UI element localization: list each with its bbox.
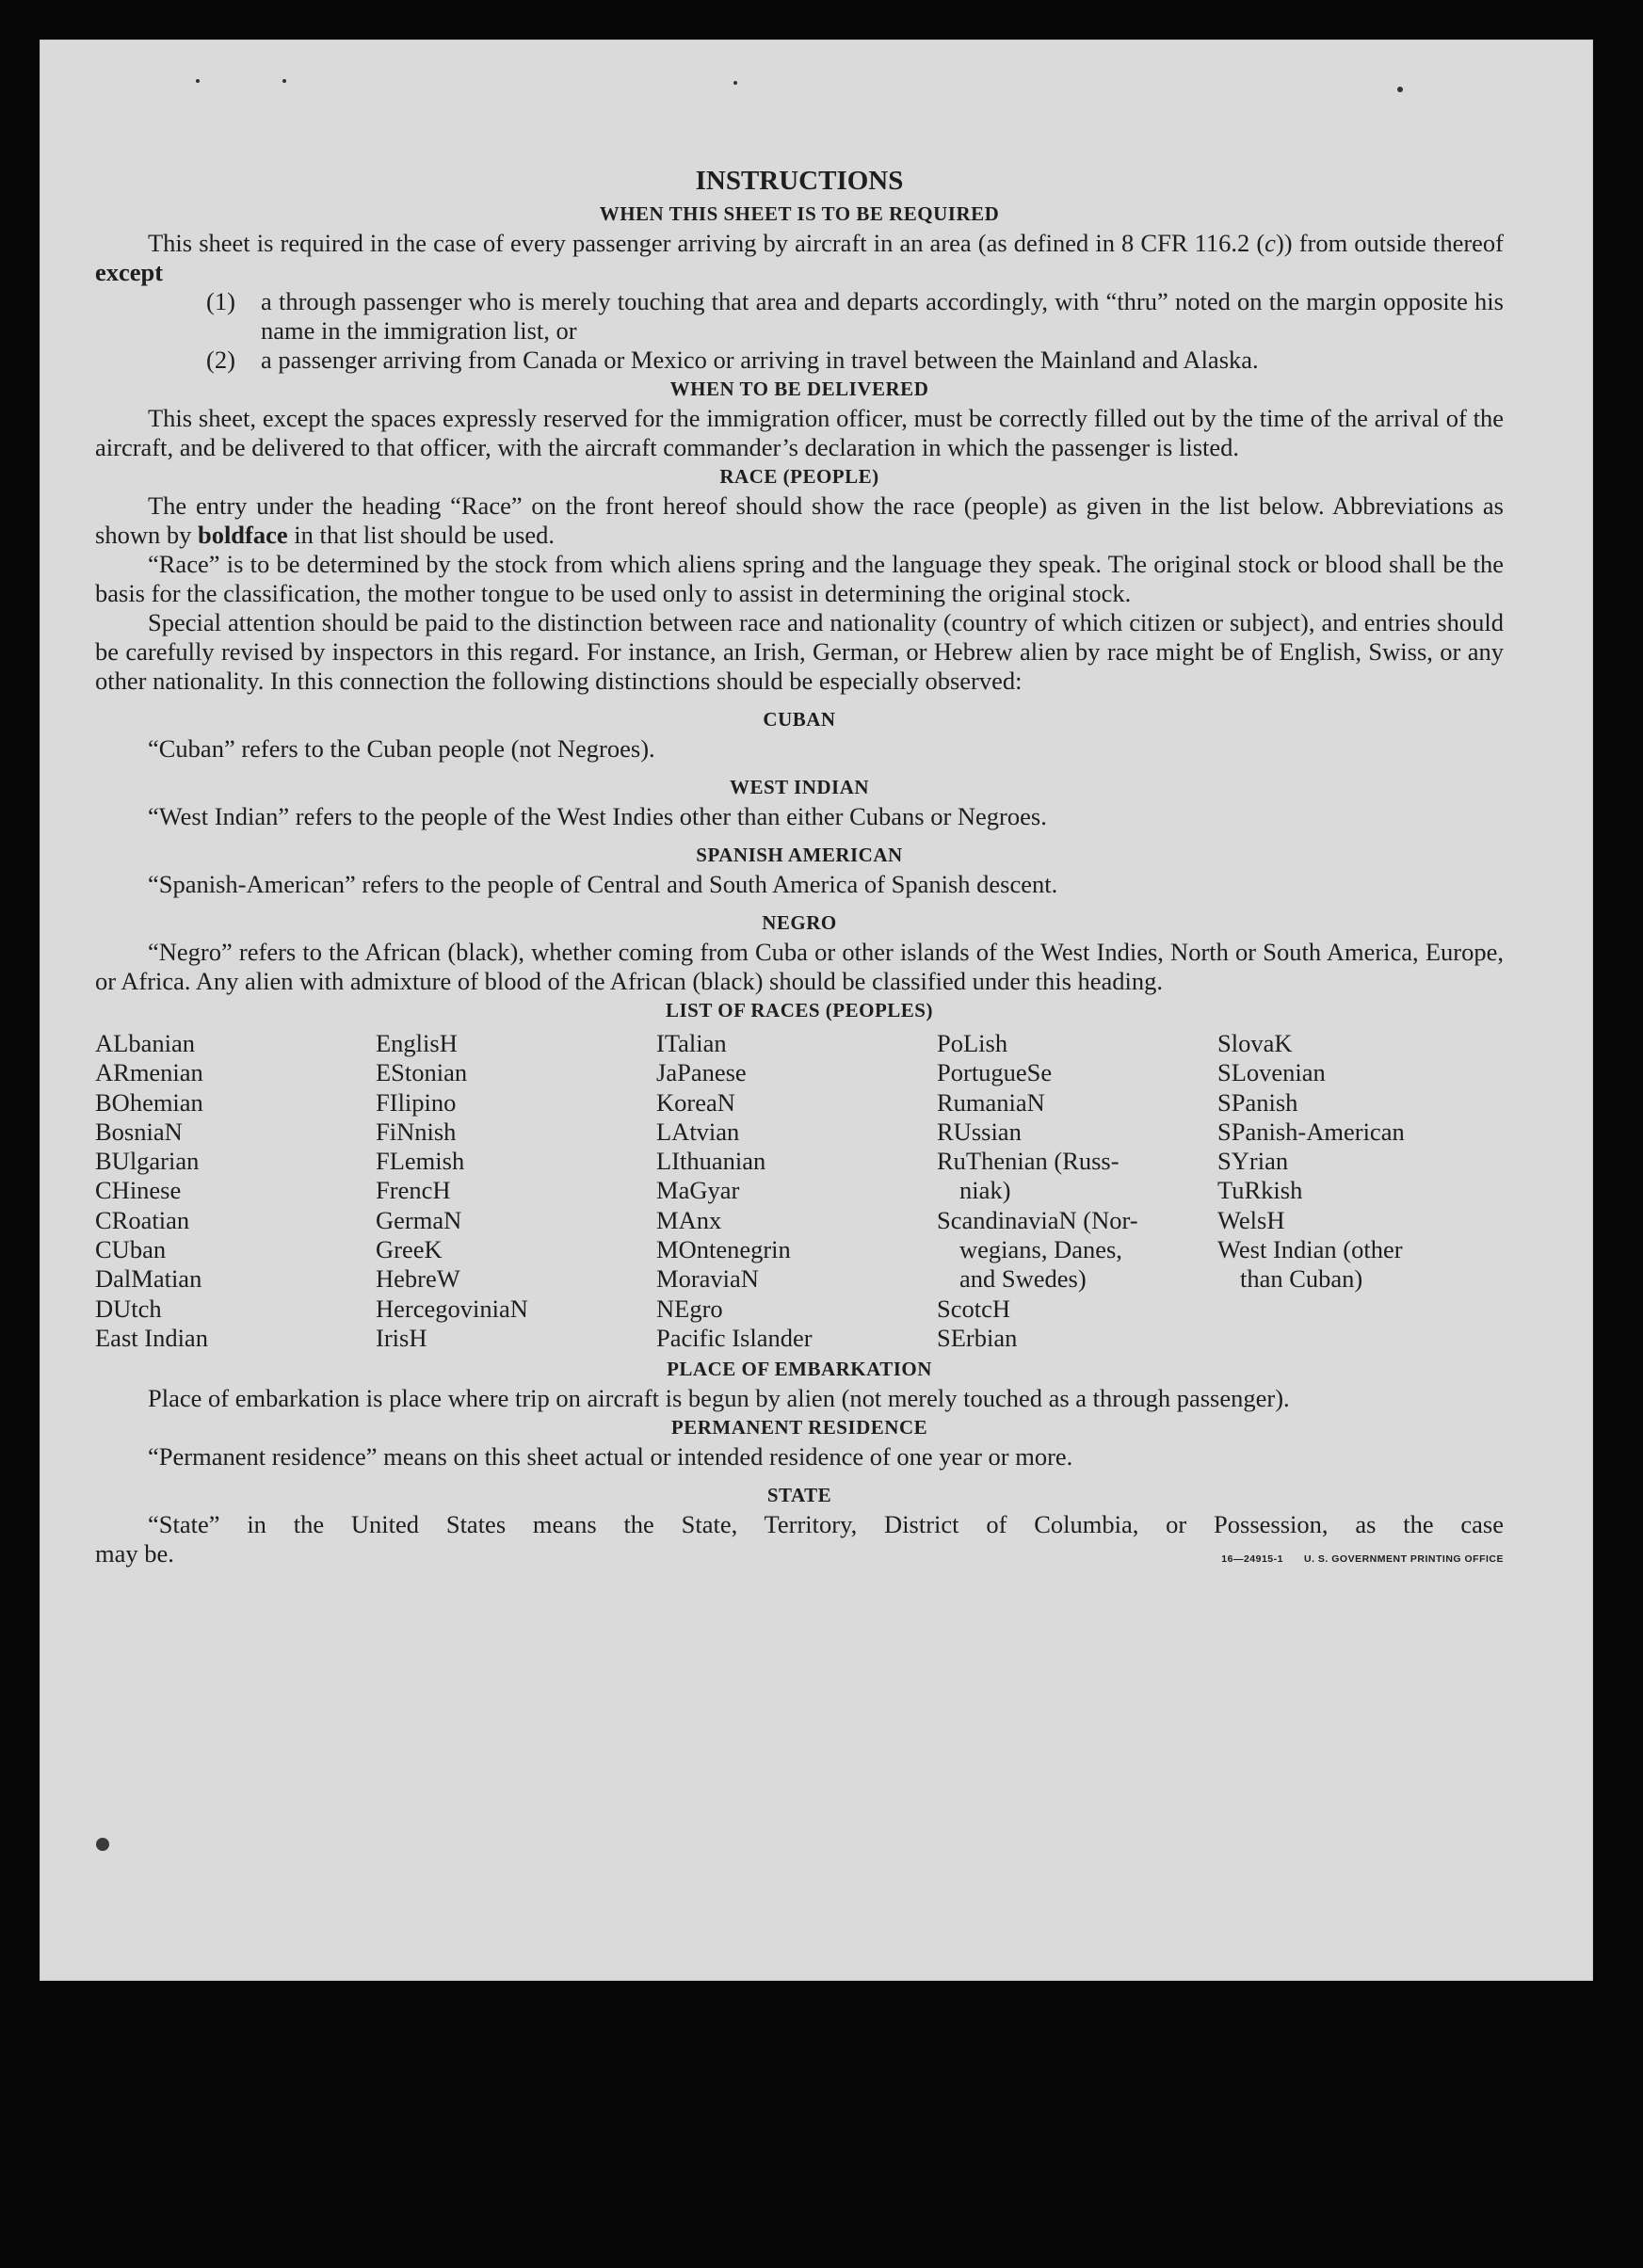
race-entry: wegians, Danes, — [959, 1235, 1122, 1264]
race-entry: ITalian — [656, 1029, 727, 1057]
race-entry: MAnx — [656, 1205, 722, 1234]
heading-embarkation: PLACE OF EMBARKATION — [667, 1358, 932, 1381]
race-entry: MOntenegrin — [656, 1235, 791, 1264]
when-required-text-part: )) from outside thereof — [1275, 229, 1504, 257]
when-required-text — [95, 229, 1504, 287]
race-entry: FLemish — [376, 1147, 465, 1176]
race-entry: TuRkish — [1217, 1176, 1303, 1205]
races-list — [95, 1029, 1504, 1353]
paper-speck — [733, 81, 737, 85]
race-entry: EStonian — [376, 1058, 468, 1087]
exception-number: (2) — [206, 346, 235, 374]
heading-list-of-races: LIST OF RACES (PEOPLES) — [666, 999, 933, 1021]
state-text-line-1: “State” in the United States means the State, Territory, District of Columbia, or Possession, as the case — [148, 1510, 1504, 1539]
race-entry: Pacific Islander — [656, 1323, 813, 1352]
race-entry: FIlipino — [376, 1087, 457, 1117]
race-entry: LAtvian — [656, 1117, 740, 1146]
races-column — [376, 1029, 656, 1353]
race-entry: NEgro — [656, 1294, 723, 1323]
heading-spanish-american: SPANISH AMERICAN — [696, 844, 903, 866]
race-entry: LIthuanian — [656, 1147, 766, 1176]
paper-speck — [196, 79, 200, 83]
race-entry: HebreW — [376, 1264, 460, 1294]
races-column — [937, 1029, 1217, 1353]
race-entry: SPanish-American — [1217, 1117, 1405, 1146]
race-entry: RumaniaN — [937, 1087, 1045, 1117]
paper-speck — [1397, 87, 1403, 92]
race-entry: BOhemian — [95, 1087, 203, 1117]
spanish-american-text: “Spanish-American” refers to the people of Central and South America of Spanish descent. — [148, 870, 1058, 898]
race-entry: BUlgarian — [95, 1147, 200, 1176]
races-column — [1217, 1029, 1498, 1353]
exception-item — [95, 346, 1504, 375]
permanent-residence-text: “Permanent residence” means on this sheet actual or intended residence of one year or more. — [148, 1442, 1073, 1472]
boldface-word: boldface — [197, 521, 288, 549]
race-paragraph-1 — [95, 491, 1504, 550]
cuban-text: “Cuban” refers to the Cuban people (not Negroes). — [148, 734, 655, 763]
race-entry: WelsH — [1217, 1205, 1285, 1234]
heading-cuban: CUBAN — [763, 708, 836, 731]
race-entry: RUssian — [937, 1117, 1022, 1146]
race-entry: niak) — [959, 1176, 1011, 1205]
heading-negro: NEGRO — [762, 911, 837, 934]
race-entry: CRoatian — [95, 1205, 190, 1234]
instructions-body — [95, 162, 1504, 1574]
race-entry: JaPanese — [656, 1058, 747, 1087]
race-entry: West Indian (other — [1217, 1235, 1403, 1264]
printing-office: U. S. GOVERNMENT PRINTING OFFICE — [1303, 1553, 1504, 1566]
form-number: 16—24915-1 — [1221, 1553, 1283, 1566]
heading-when-required: WHEN THIS SHEET IS TO BE REQUIRED — [599, 202, 1000, 225]
race-paragraph-3: Special attention should be paid to the distinction between race and nationality (country of which citizen or subject), and entries should be carefully revised by inspectors in this regard. For instance, an Irish, German, or Hebrew alien by race might be of English, Swiss, or any other nationality. In this connection the following distinctions should be especially observed: — [95, 608, 1504, 695]
heading-when-delivered: WHEN TO BE DELIVERED — [669, 378, 929, 400]
race-paragraph-2: “Race” is to be determined by the stock from which aliens spring and the language they speak. The original stock or blood shall be the basis for the classification, the mother tongue to be used only to assist in determining the original stock. — [95, 550, 1504, 607]
race-entry: SLovenian — [1217, 1058, 1326, 1087]
race-entry: SErbian — [937, 1323, 1018, 1352]
negro-text: “Negro” refers to the African (black), whether coming from Cuba or other islands of the West Indies, North or South America, Europe, or Africa. Any alien with admixture of blood of the African (black) should be classified under this heading. — [95, 938, 1504, 995]
exception-text: a through passenger who is merely touching that area and departs accordingly, with “thru” noted on the margin opposite his name in the immigration list, or — [261, 287, 1504, 345]
race-entry: FrencH — [376, 1176, 451, 1205]
instruction-sheet — [40, 40, 1593, 1981]
race-entry: CUban — [95, 1235, 167, 1264]
race-paragraph-1-part: The entry under the heading “Race” on the front hereof should show the race (people) as given in the list below. Abbreviations as shown by — [95, 491, 1504, 549]
race-entry: EnglisH — [376, 1029, 458, 1057]
race-entry: than Cuban) — [1240, 1264, 1363, 1294]
race-entry: BosniaN — [95, 1117, 183, 1146]
exception-item — [95, 287, 1504, 346]
embarkation-text: Place of embarkation is place where trip on aircraft is begun by alien (not merely touched as a through passenger). — [148, 1384, 1290, 1413]
race-entry: RuThenian (Russ- — [937, 1147, 1119, 1176]
races-column — [656, 1029, 937, 1353]
when-delivered-text: This sheet, except the spaces expressly reserved for the immigration officer, must be correctly filled out by the time of the arrival of the aircraft, and be delivered to that officer, with the aircraft commander’s declaration in which the passenger is listed. — [95, 404, 1504, 461]
page-title: INSTRUCTIONS — [695, 166, 904, 196]
race-entry: DUtch — [95, 1294, 162, 1323]
race-entry: East Indian — [95, 1323, 208, 1352]
state-text-line-2: may be. — [95, 1539, 174, 1568]
race-entry: PoLish — [937, 1029, 1008, 1057]
race-entry: MoraviaN — [656, 1264, 759, 1294]
race-entry: ARmenian — [95, 1058, 203, 1087]
race-entry: and Swedes) — [959, 1264, 1087, 1294]
race-entry: GreeK — [376, 1235, 443, 1264]
punch-hole-mark — [96, 1838, 109, 1851]
when-required-text-part: This sheet is required in the case of every passenger arriving by aircraft in an area (as defined in 8 CFR 116.2 ( — [148, 229, 1265, 257]
race-entry: ALbanian — [95, 1029, 195, 1057]
race-entry: IrisH — [376, 1323, 427, 1352]
race-entry: MaGyar — [656, 1176, 740, 1205]
race-entry: HercegoviniaN — [376, 1294, 528, 1323]
race-entry: KoreaN — [656, 1087, 735, 1117]
heading-race: RACE (PEOPLE) — [719, 465, 879, 488]
paper-speck — [282, 79, 286, 83]
printer-imprint — [1221, 1545, 1504, 1574]
cfr-paragraph-letter: c — [1264, 229, 1276, 257]
race-entry: ScotcH — [937, 1294, 1011, 1323]
except-word: except — [95, 258, 164, 286]
race-entry: SYrian — [1217, 1147, 1289, 1176]
race-entry: DalMatian — [95, 1264, 202, 1294]
exception-text: a passenger arriving from Canada or Mexico or arriving in travel between the Mainland and Alaska. — [261, 346, 1259, 374]
heading-west-indian: WEST INDIAN — [729, 776, 870, 798]
heading-state: STATE — [766, 1484, 832, 1507]
races-column — [95, 1029, 376, 1353]
heading-permanent-residence: PERMANENT RESIDENCE — [670, 1416, 928, 1440]
race-paragraph-1-part: in that list should be used. — [287, 521, 556, 549]
exception-number: (1) — [206, 287, 235, 315]
race-entry: FiNnish — [376, 1117, 457, 1146]
race-entry: CHinese — [95, 1176, 182, 1205]
race-entry: SlovaK — [1217, 1029, 1293, 1057]
west-indian-text: “West Indian” refers to the people of the West Indies other than either Cubans or Negroes. — [148, 802, 1047, 830]
race-entry: ScandinaviaN (Nor- — [937, 1205, 1138, 1234]
race-entry: SPanish — [1217, 1087, 1298, 1117]
race-entry: PortugueSe — [937, 1058, 1053, 1087]
footer-row — [95, 1539, 1504, 1574]
race-entry: GermaN — [376, 1205, 462, 1234]
